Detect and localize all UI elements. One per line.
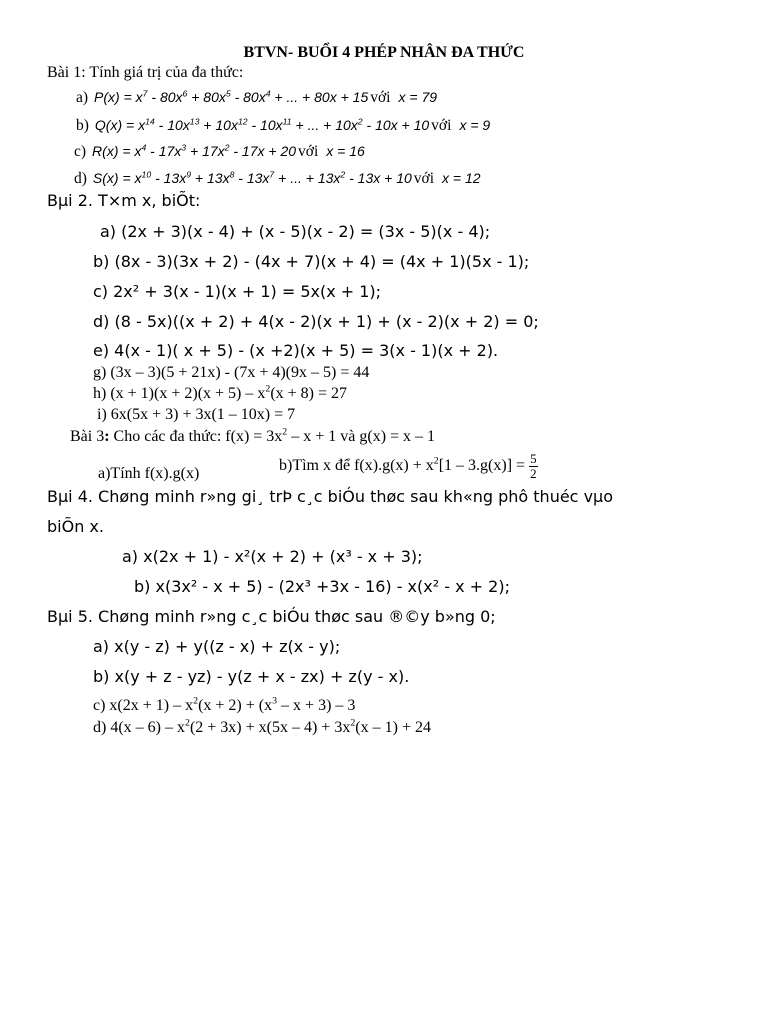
bai3-fraction-denominator: 2	[530, 466, 537, 481]
bai1-item-a-expr: $P(x) = x^7 - 80x^6 + 80x^5 - 80x^4$ + ... + 80x + 15	[94, 88, 369, 105]
bai5-item-b: b) x(y + z - yz) - y(z + x - zx) + z(y - x).	[93, 667, 410, 686]
bai1-item-d-label: d)	[74, 170, 87, 187]
bai2-item-c: c) 2x² + 3(x - 1)(x + 1) = 5x(x + 1);	[93, 282, 382, 301]
bai1-item-c-expr: $R(x) = x^4 - 17x^3 + 17x^2 - 17x + 20$	[92, 142, 297, 159]
bai2-item-g: g) (3x – 3)(5 + 21x) - (7x + 4)(9x – 5) = 44	[93, 364, 370, 381]
bai3-fraction	[529, 452, 538, 481]
bai1-item-a	[76, 89, 437, 107]
bai1-item-b-cond: x = 9	[459, 117, 491, 133]
bai1-item-b-label: b)	[76, 117, 89, 134]
bai2-item-e: e) 4(x - 1)( x + 5) - (x +2)(x + 5) = 3(x - 1)(x + 2).	[93, 341, 499, 360]
bai1-item-d-cond: x = 12	[442, 170, 481, 186]
bai1-item-b-expr: $Q(x) = x^{14} - 10x^{13} + 10x^{12} - 10x^{11}$ + ... + $10x^2 - 10x + 10$	[94, 116, 430, 133]
bai3-part-a: a)Tính f(x).g(x)	[98, 465, 200, 482]
bai3-part-b-text: b)Tìm x để $f(x).g(x) + x^2[1 - 3.g(x)]$ =	[279, 455, 526, 475]
bai2-item-d: d) (8 - 5x)((x + 2) + 4(x - 2)(x + 1) + (x - 2)(x + 2) = 0;	[93, 312, 539, 331]
bai1-item-d-voi: với	[413, 170, 435, 187]
bai3-part-b	[279, 452, 538, 481]
bai1-heading: Bài 1: Tính giá trị của đa thức:	[47, 64, 244, 81]
bai5-item-d: d) $4(x - 6) - x^2(2 + 3x) + x(5x - 4) + 3x^2(x - 1) + 24$	[93, 717, 431, 736]
bai3-heading: Bài 3: Cho các đa thức: $f(x) = 3x^2 - x + 1$ và g(x) = x – 1	[70, 426, 436, 445]
bai1-item-a-voi: với	[370, 89, 391, 106]
bai1-item-b	[76, 117, 490, 135]
bai2-item-h: h) $(x + 1)(x + 2)(x + 5) - x^2(x + 8) = 27$	[93, 383, 348, 402]
bai2-item-a: a) (2x + 3)(x - 4) + (x - 5)(x - 2) = (3x - 5)(x - 4);	[100, 222, 491, 241]
bai1-item-a-label: a)	[76, 89, 89, 106]
page-title: BTVN- BUỔI 4 PHÉP NHÂN ĐA THỨC	[243, 44, 525, 61]
bai2-item-i: i) 6x(5x + 3) + 3x(1 – 10x) = 7	[97, 406, 296, 423]
bai5-heading: Bµi 5. Chøng minh r»ng c¸c biÓu thøc sau ®©y b»ng 0;	[47, 607, 496, 626]
bai1-item-d-expr: $S(x) = x^{10} - 13x^9 + 13x^8 - 13x^7$ + ... + $13x^2 - 13x + 10$	[92, 169, 412, 186]
bai4-heading-line2: biÕn x.	[47, 517, 104, 536]
bai1-item-a-cond: x = 79	[398, 89, 438, 105]
bai5-item-a: a) x(y - z) + y((z - x) + z(x - y);	[93, 637, 341, 656]
bai1-item-d	[74, 170, 481, 188]
bai1-item-b-voi: với	[431, 117, 452, 134]
bai1-item-c-voi: với	[298, 143, 319, 160]
bai4-item-a: a) x(2x + 1) - x²(x + 2) + (x³ - x + 3);	[122, 547, 423, 566]
bai1-item-c	[74, 143, 365, 161]
bai1-item-c-cond: x = 16	[326, 143, 365, 159]
bai2-item-b: b) (8x - 3)(3x + 2) - (4x + 7)(x + 4) = (4x + 1)(5x - 1);	[93, 252, 530, 271]
bai5-item-c: c) $x(2x + 1) - x^2(x + 2) + (x^3 - x + 3) - 3$	[93, 695, 356, 714]
bai4-item-b: b) x(3x² - x + 5) - (2x³ +3x - 16) - x(x² - x + 2);	[134, 577, 510, 596]
bai3-fraction-numerator: 5	[530, 451, 537, 466]
bai2-heading: Bµi 2. T×m x, biÕt:	[47, 191, 201, 210]
bai4-heading-line1: Bµi 4. Chøng minh r»ng gi¸ trÞ c¸c biÓu thøc sau kh«ng phô thuéc vµo	[47, 487, 613, 506]
bai1-item-c-label: c)	[74, 143, 87, 160]
